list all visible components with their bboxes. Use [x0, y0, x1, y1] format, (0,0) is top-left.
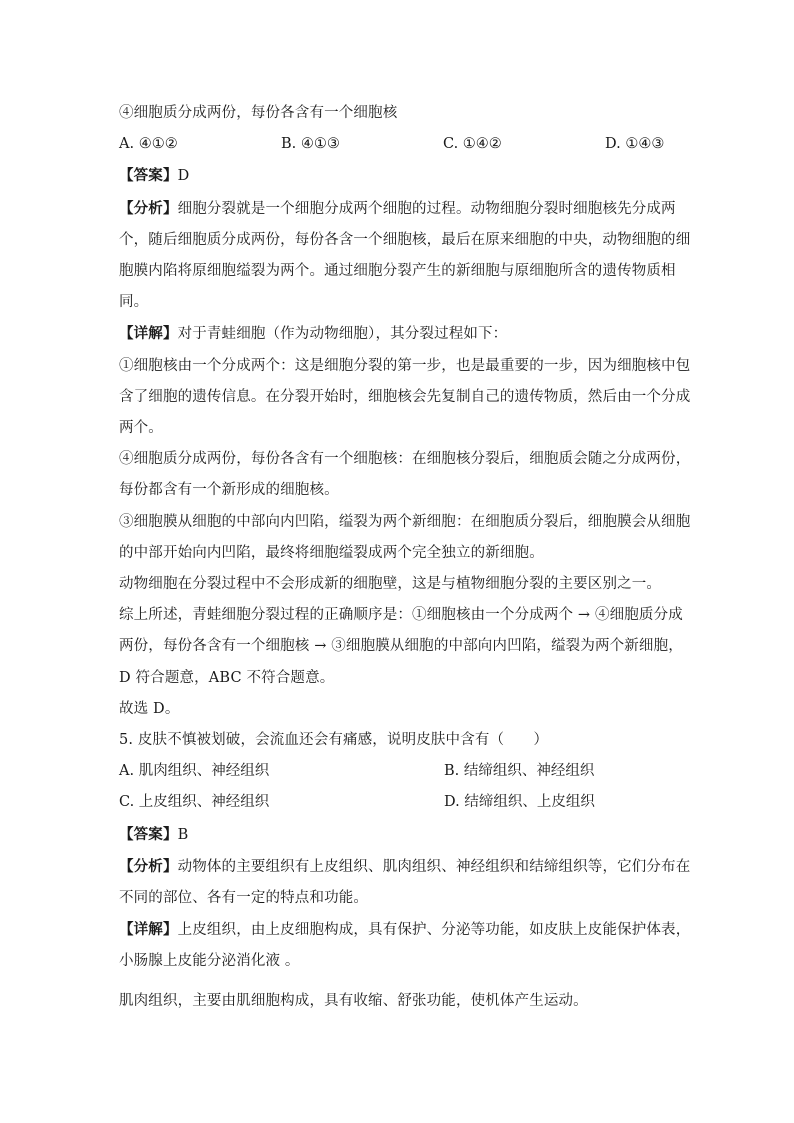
q4-detail-line: ①细胞核由一个分成两个：这是细胞分裂的第一步，也是最重要的一步，因为细胞核中包: [119, 357, 691, 374]
q5-options-row-1: [119, 756, 675, 787]
q4-detail-line: ③细胞膜从细胞的中部向内凹陷，缢裂为两个新细胞：在细胞质分裂后，细胞膜会从细胞: [119, 513, 691, 530]
q5-detail-line: [119, 914, 691, 946]
q4-detail-line: 含了细胞的遗传信息。在分裂开始时，细胞核会先复制自己的遗传物质，然后由一个分成: [119, 388, 691, 405]
q5-detail-line: 小肠腺上皮能分泌消化液 。: [119, 953, 300, 970]
q4-detail-line: 综上所述，青蛙细胞分裂过程的正确顺序是：①细胞核由一个分成两个 → ④细胞质分成: [119, 607, 683, 624]
q4-detail-line: ④细胞质分成两份，每份各含有一个细胞核：在细胞核分裂后，细胞质会随之分成两份，: [119, 451, 691, 468]
paragraph-gap: [119, 978, 675, 986]
q5-option-b: B. 结缔组织、神经组织: [444, 763, 595, 780]
detail-tag: 【详解】: [119, 325, 178, 343]
document-page: [119, 98, 691, 1017]
q5-detail-line: 肌肉组织，主要由肌细胞构成，具有收缩、舒张功能，使机体产生运动。: [119, 992, 588, 1009]
q4-analysis-line: 胞膜内陷将原细胞缢裂为两个。通过细胞分裂产生的新细胞与原细胞所含的遗传物质相: [119, 263, 676, 280]
q4-detail-line: D 符合题意，ABC 不符合题意。: [119, 669, 335, 686]
analysis-text: 细胞分裂就是一个细胞分成两个细胞的过程。动物细胞分裂时细胞核先分成两: [177, 200, 676, 217]
detail-text: 上皮组织，由上皮细胞构成，具有保护、分泌等功能，如皮肤上皮能保护体表，: [177, 922, 691, 939]
detail-text: 对于青蛙细胞（作为动物细胞），其分裂过程如下：: [177, 326, 508, 343]
q4-answer: [119, 160, 675, 192]
answer-tag: 【答案】: [119, 167, 178, 185]
q5-answer: [119, 819, 675, 851]
answer-value: D: [177, 168, 190, 185]
q5-option-d: D. 结缔组织、上皮组织: [444, 794, 595, 811]
q4-option-b: B. ④①③: [281, 136, 340, 153]
q4-detail-line: 两个。: [119, 420, 163, 437]
q4-detail-line: 动物细胞在分裂过程中不会形成新的细胞壁，这是与植物细胞分裂的主要区别之一。: [119, 576, 662, 593]
answer-value: B: [177, 826, 189, 843]
q4-analysis-line: 个，随后细胞质分成两份，每份各含一个细胞核，最后在原来细胞的中央，动物细胞的细: [119, 231, 691, 248]
answer-tag: 【答案】: [119, 825, 178, 843]
q4-analysis-line: 同。: [119, 294, 149, 311]
analysis-tag: 【分析】: [119, 857, 178, 875]
q4-option-d: D. ①④③: [605, 136, 665, 153]
q5-option-c: C. 上皮组织、神经组织: [119, 794, 270, 811]
q5-question: 5. 皮肤不慎被划破，会流血还会有痛感，说明皮肤中含有（ ）: [119, 732, 549, 749]
q5-analysis-line: 不同的部位、各有一定的特点和功能。: [119, 890, 369, 907]
detail-tag: 【详解】: [119, 921, 178, 939]
q4-detail-line: 故选 D。: [119, 700, 180, 717]
q4-detail-line: 的中部开始向内凹陷，最终将细胞缢裂成两个完全独立的新细胞。: [119, 544, 544, 561]
q4-options: [119, 129, 675, 160]
analysis-text: 动物体的主要组织有上皮组织、肌肉组织、神经组织和结缔组织等，它们分布在: [177, 858, 691, 875]
q5-options-row-2: [119, 787, 675, 818]
q4-option-c: C. ①④②: [443, 136, 502, 153]
q4-detail-line: 两份，每份各含有一个细胞核 → ③细胞膜从细胞的中部向内凹陷，缢裂为两个新细胞，: [119, 638, 683, 655]
q5-analysis-line: [119, 851, 691, 883]
q4-detail-line: 每份都含有一个新形成的细胞核。: [119, 482, 339, 499]
q5-option-a: A. 肌肉组织、神经组织: [119, 763, 270, 780]
q4-detail-line: [119, 318, 675, 350]
analysis-tag: 【分析】: [119, 199, 178, 217]
q4-analysis-line: [119, 193, 675, 225]
q4-option-a: A. ④①②: [119, 136, 178, 153]
statement-4: ④细胞质分成两份，每份各含有一个细胞核: [119, 105, 398, 121]
